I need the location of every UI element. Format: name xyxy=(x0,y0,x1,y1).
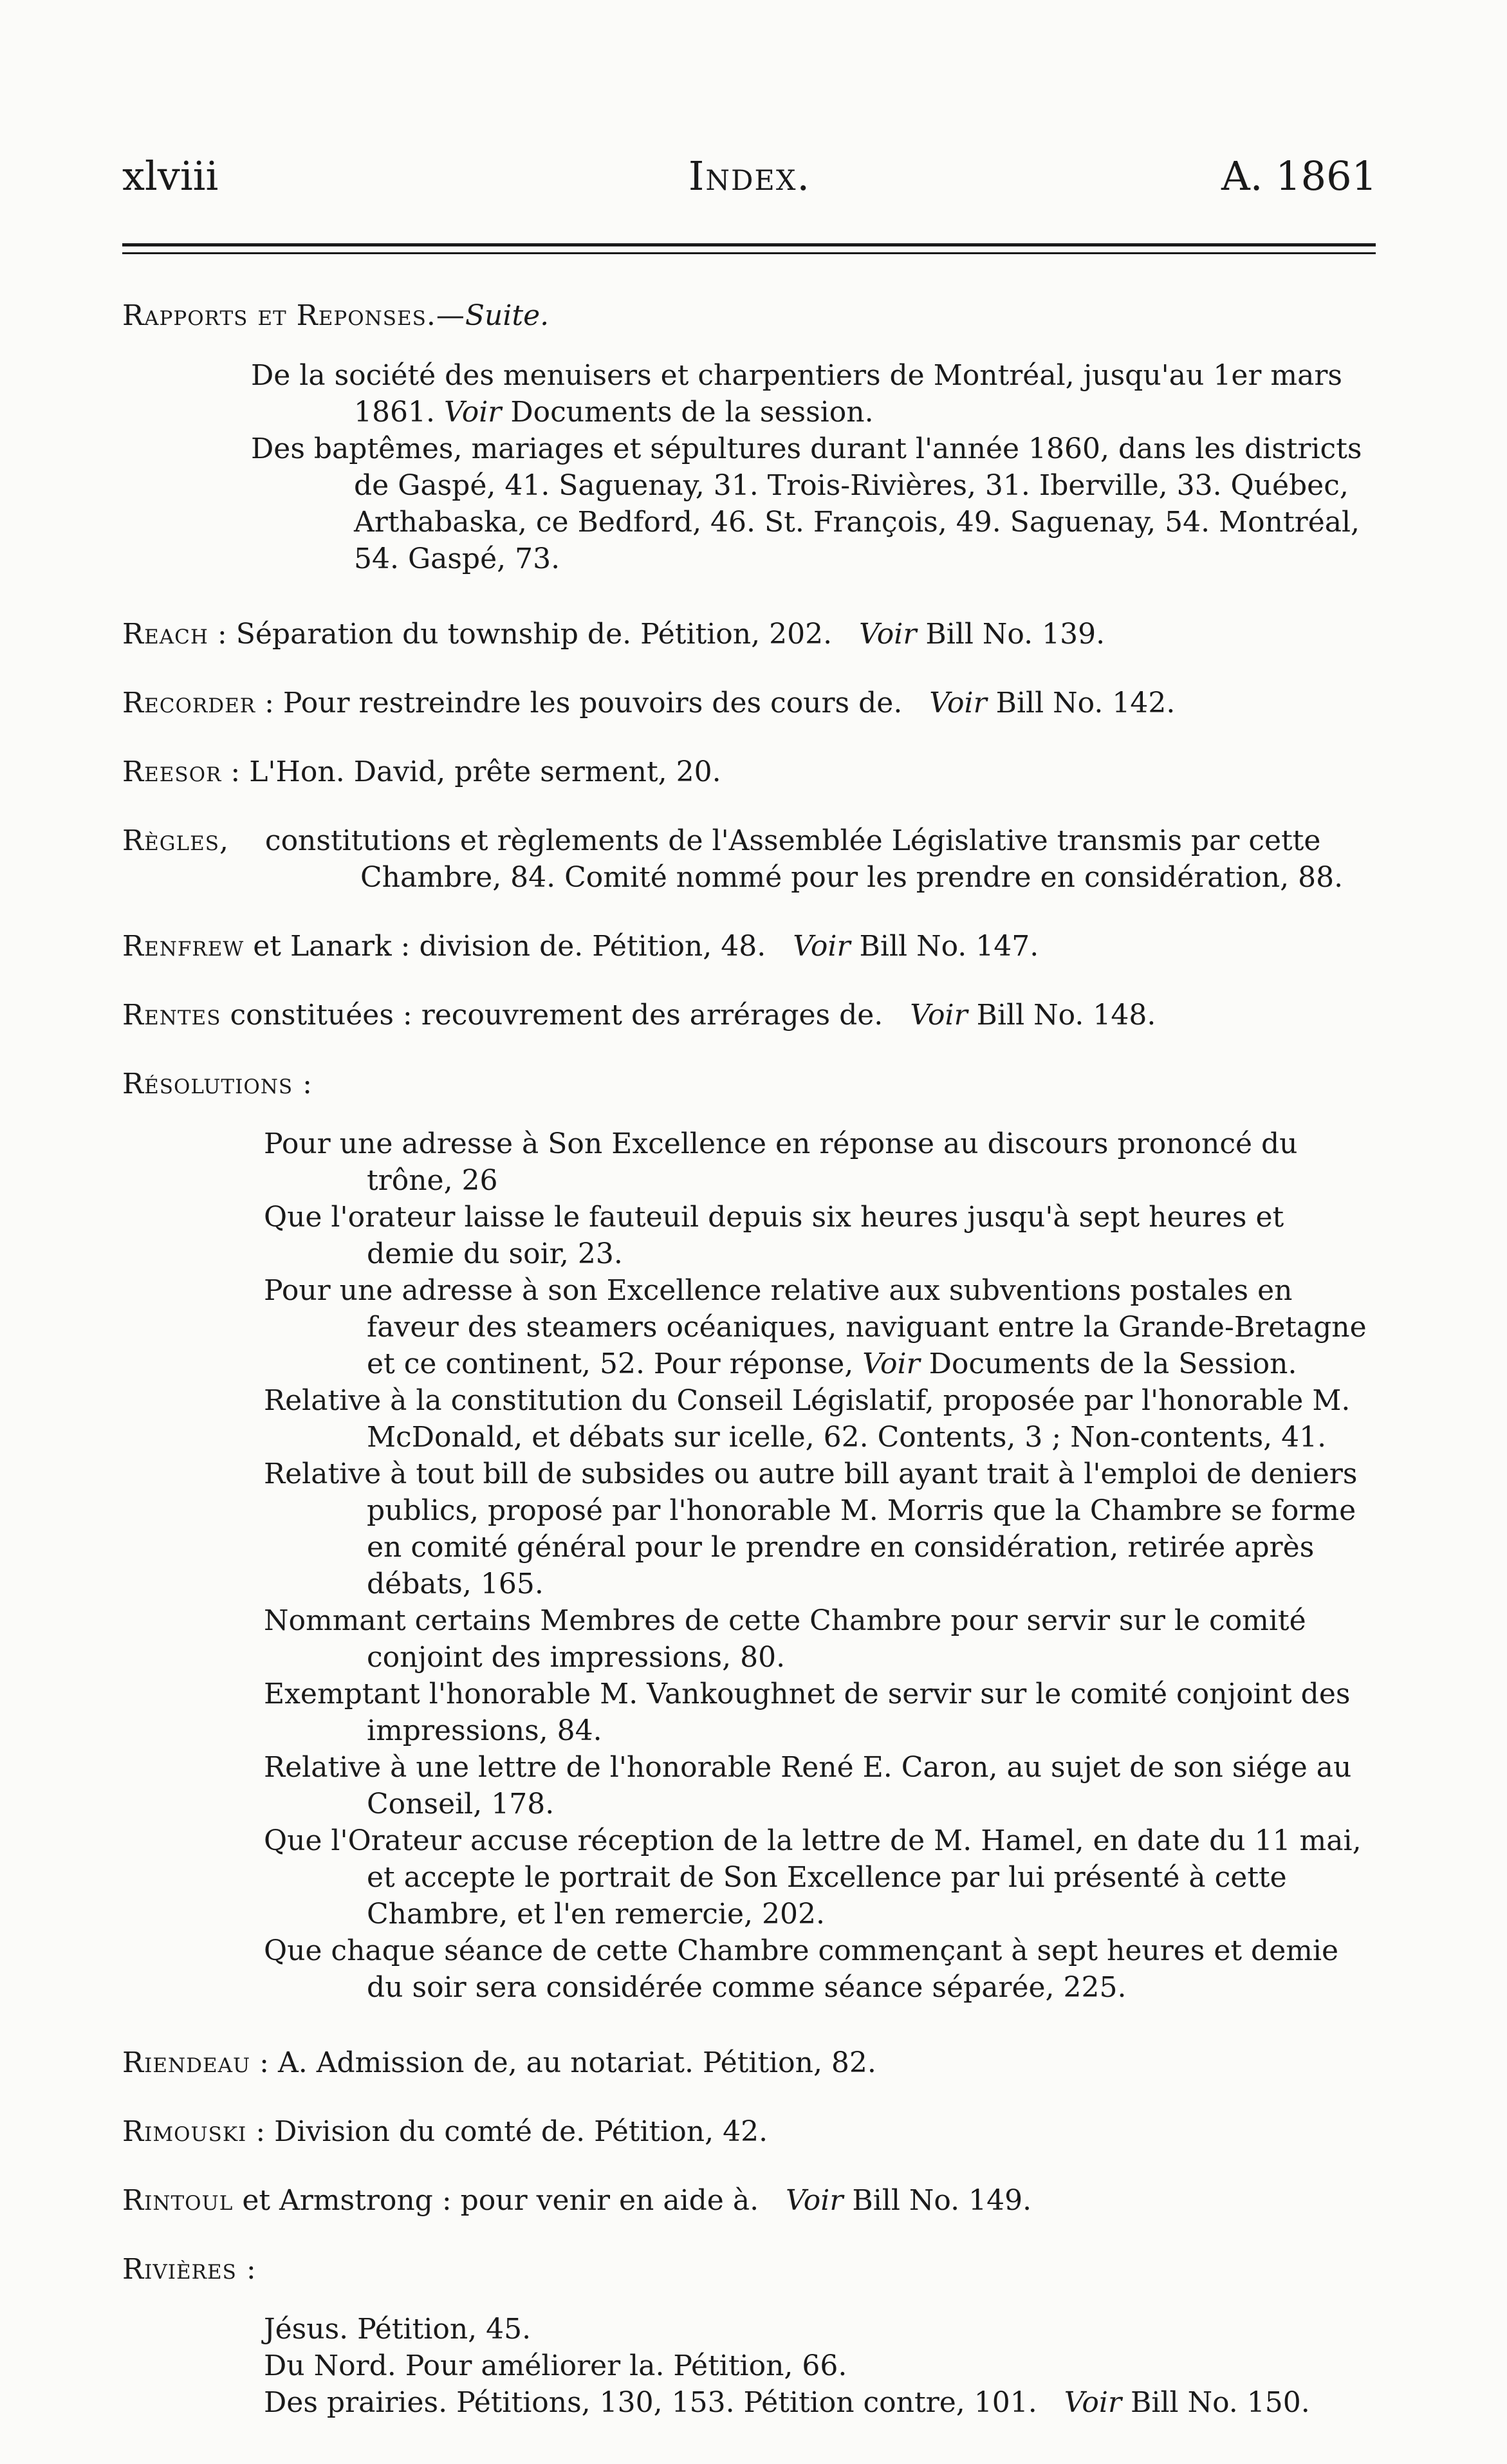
entry-reesor: Reesor : L'Hon. David, prête serment, 20. xyxy=(122,755,721,788)
entry-key: Rimouski xyxy=(122,2115,247,2148)
entry-subitems xyxy=(264,1125,1377,2006)
entry-key: Riendeau xyxy=(122,2046,251,2079)
entry-renfrew: Renfrew et Lanark : division de. Pétition, 48. Voir Bill No. 147. xyxy=(122,930,1039,963)
entry-key: Rivières : xyxy=(122,2253,257,2286)
entry-resolutions xyxy=(122,1066,1377,2006)
entry-heading xyxy=(122,297,1377,334)
entry-subitems xyxy=(264,2311,1377,2421)
entry-recorder: Recorder : Pour restreindre les pouvoirs des cours de. Voir Bill No. 142. xyxy=(122,687,1176,719)
entry-key: Recorder xyxy=(122,687,256,719)
entry-regles: Règles, constitutions et règlements de l'Assemblée Législative transmis par cette Chambre, 84. Comité nommé pour les prendre en considération, 88. xyxy=(122,824,1344,894)
entry-key: Rapports et Reponses.— xyxy=(122,299,465,332)
suite-label: Suite. xyxy=(465,299,550,332)
entry-rimouski: Rimouski : Division du comté de. Pétition, 42. xyxy=(122,2115,768,2148)
entry-rintoul: Rintoul et Armstrong : pour venir en aide à. Voir Bill No. 149. xyxy=(122,2184,1032,2217)
subitem: Que l'Orateur accuse réception de la lettre de M. Hamel, en date du 11 mai, et accepte le portrait de Son Excellence par lui présenté à cette Chambre, et l'en remercie, 202. xyxy=(264,1824,1362,1931)
entry-key: Reach xyxy=(122,618,208,651)
entry-key: Renfrew xyxy=(122,930,245,963)
subitem: Que chaque séance de cette Chambre commençant à sept heures et demie du soir sera considérée comme séance séparée, 225. xyxy=(264,1934,1339,2004)
index-content xyxy=(122,297,1377,2459)
entry-subitems xyxy=(251,357,1377,577)
entry-riendeau: Riendeau : A. Admission de, au notariat. Pétition, 82. xyxy=(122,2046,876,2079)
page-title: Index. xyxy=(688,153,811,199)
entry-rentes: Rentes constituées : recouvrement des arrérages de. Voir Bill No. 148. xyxy=(122,999,1156,1032)
entry-rapports xyxy=(122,297,1377,577)
subitem: Pour une adresse à Son Excellence en réponse au discours prononcé du trône, 26 xyxy=(264,1127,1298,1197)
entry-key: Reesor xyxy=(122,755,222,788)
subitem: De la société des menuisers et charpentiers de Montréal, jusqu'au 1er mars 1861. Voir Documents de la session. xyxy=(251,359,1342,429)
page-number: xlviii xyxy=(122,153,219,199)
entry-key: Rintoul xyxy=(122,2184,234,2217)
page-header xyxy=(122,153,1377,206)
subitem: Exemptant l'honorable M. Vankoughnet de servir sur le comité conjoint des impressions, 84. xyxy=(264,1678,1351,1747)
subitem: Nommant certains Membres de cette Chambre pour servir sur le comité conjoint des impressions, 80. xyxy=(264,1604,1306,1674)
subitem: Des baptêmes, mariages et sépultures durant l'année 1860, dans les districts de Gaspé, 41. Saguenay, 31. Trois-Rivières, 31. Iberville, 33. Québec, Arthabaska, ce Bedford, 46. St. François, 49. Saguenay, 54. Montréal, 54. Gaspé, 73. xyxy=(251,432,1362,575)
header-rule-thin xyxy=(122,252,1376,254)
entry-key: Résolutions : xyxy=(122,1068,313,1100)
subitem: Du Nord. Pour améliorer la. Pétition, 66. xyxy=(264,2349,847,2382)
subitem: Pour une adresse à son Excellence relative aux subventions postales en faveur des steamers océaniques, naviguant entre la Grande-Bretagne et ce continent, 52. Pour réponse, Voir Documents de la Session. xyxy=(264,1274,1367,1380)
entry-key: Règles, xyxy=(122,824,229,857)
entry-key: Rentes xyxy=(122,999,221,1032)
header-rule-thick xyxy=(122,243,1376,246)
subitem: Relative à une lettre de l'honorable René E. Caron, au sujet de son siége au Conseil, 178. xyxy=(264,1751,1352,1820)
subitem: Jésus. Pétition, 45. xyxy=(264,2313,532,2346)
page-year: A. 1861 xyxy=(1221,153,1377,199)
subitem: Des prairies. Pétitions, 130, 153. Pétition contre, 101. Voir Bill No. 150. xyxy=(264,2386,1310,2419)
entry-reach: Reach : Séparation du township de. Pétition, 202. Voir Bill No. 139. xyxy=(122,618,1105,651)
entry-rivieres xyxy=(122,2251,1377,2421)
subitem: Relative à tout bill de subsides ou autre bill ayant trait à l'emploi de deniers publics, proposé par l'honorable M. Morris que la Chambre se forme en comité général pour le prendre en considération, retirée après débats, 165. xyxy=(264,1458,1358,1600)
subitem: Relative à la constitution du Conseil Législatif, proposée par l'honorable M. McDonald, et débats sur icelle, 62. Contents, 3 ; Non-contents, 41. xyxy=(264,1384,1351,1454)
subitem: Que l'orateur laisse le fauteuil depuis six heures jusqu'à sept heures et demie du soir, 23. xyxy=(264,1201,1284,1270)
